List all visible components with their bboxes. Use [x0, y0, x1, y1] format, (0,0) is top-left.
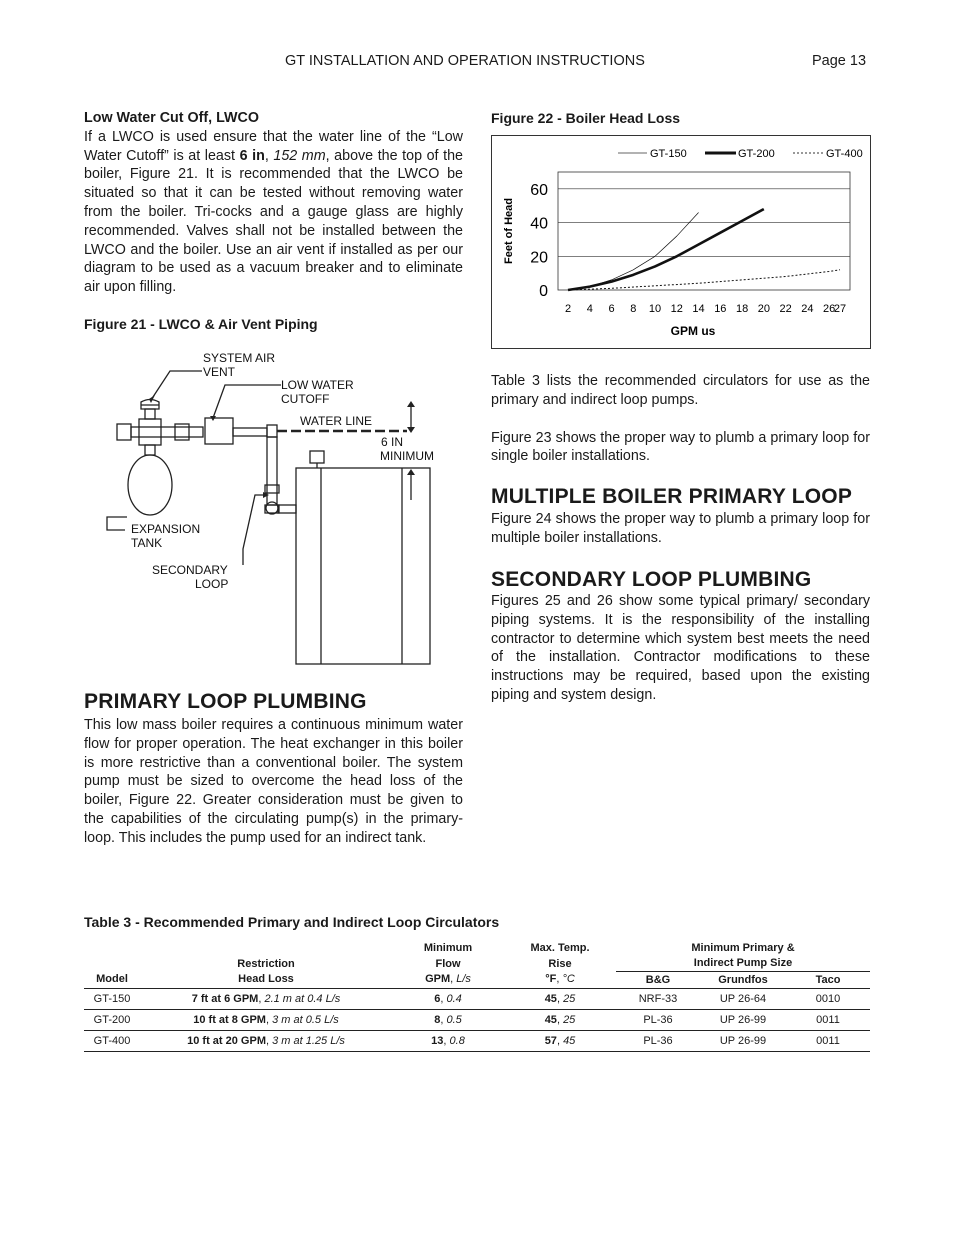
chart-svg	[492, 136, 870, 348]
table3	[84, 940, 870, 1052]
series-line-gt-200	[568, 209, 764, 290]
lwco-box	[205, 418, 233, 444]
fig21-caption: Figure 21 - LWCO & Air Vent Piping	[84, 316, 318, 332]
y-tick-label: 40	[530, 215, 548, 233]
lwco-pointer	[213, 385, 281, 418]
x-tick-label: 12	[670, 303, 683, 315]
x-tick-label: 22	[779, 303, 792, 315]
y-tick-label: 0	[539, 283, 548, 300]
x-tick-label: 24	[801, 303, 814, 315]
right-column	[491, 372, 870, 466]
lwco-paragraph	[84, 128, 463, 297]
th-maxtemp-1: Max. Temp.	[530, 942, 590, 954]
x-tick-label: 16	[714, 303, 727, 315]
th-bg: B&G	[645, 973, 671, 986]
table3-intro: Table 3 lists the recommended circulators for use as the primary and indirect loop pumps.	[491, 373, 870, 408]
legend-gt400: GT-400	[826, 148, 863, 160]
lwco-text-a: If a LWCO is used ensure that the water line of the “Low Water Cutoff” is at least	[84, 128, 463, 164]
label-expansion: EXPANSION	[131, 522, 201, 536]
page-header-title: GT INSTALLATION AND OPERATION INSTRUCTIONS	[285, 53, 645, 69]
table3-caption: Table 3 - Recommended Primary and Indirect Loop Circulators	[84, 914, 500, 930]
cell-grundfos: UP 26-99	[719, 1034, 767, 1047]
th-minflow-3: GPM, L/s	[425, 973, 471, 986]
secondary-pointer	[243, 495, 263, 565]
cell-min-flow: 6, 0.4	[434, 992, 462, 1005]
x-tick-label: 6	[608, 303, 615, 315]
lwco-text-6in: 6 in	[239, 147, 265, 164]
expansion-tank-icon	[128, 455, 172, 515]
x-tick-label: 2	[564, 303, 572, 315]
plot-area	[558, 172, 850, 290]
tee-fitting	[139, 419, 161, 445]
cell-min-flow: 8, 0.5	[434, 1013, 462, 1026]
x-tick-label: 26	[822, 303, 836, 315]
primary-loop-text: This low mass boiler requires a continuous minimum water flow for proper operation. The heat exchanger in this boiler is more restrictive than a conventional boiler. The system pump must be sized to overcome the head loss of the boiler, Figure 22. Greater consideration must be given to the capabilities of the circulating pump(s) in the primary-loop. This includes the pump used for an indirect tank.	[84, 717, 463, 846]
vent-stem	[145, 409, 155, 419]
cell-head-loss: 7 ft at 6 GPM, 2.1 m at 0.4 L/s	[191, 992, 341, 1005]
cell-max-temp: 45, 25	[544, 1013, 576, 1026]
lwco-section	[84, 109, 463, 297]
secondary-loop-text: Figures 25 and 26 show some typical primary/ secondary piping systems. It is the responsibility of the installing contractor to determine which system best meets the need of the installation. Contractor modifications to these instructions may be required, based upon the existing piping and system design.	[491, 593, 870, 703]
fig22-caption: Figure 22 - Boiler Head Loss	[491, 110, 681, 126]
th-maxtemp-2: Rise	[548, 957, 572, 970]
label-6in: 6 IN	[381, 435, 404, 449]
lwco-text-c: ,	[264, 147, 274, 164]
y-axis-label: Feet of Head	[503, 197, 515, 265]
th-taco: Taco	[815, 973, 841, 986]
label-lwco-1: LOW WATER	[281, 378, 354, 392]
label-loop: LOOP	[195, 577, 229, 591]
secondary-loop-heading: SECONDARY LOOP PLUMBING	[491, 568, 812, 591]
label-secondary: SECONDARY	[152, 563, 228, 577]
cell-head-loss: 10 ft at 8 GPM, 3 m at 0.5 L/s	[193, 1013, 339, 1026]
pipe-left	[131, 427, 203, 437]
th-minflow-1: Minimum	[423, 942, 473, 954]
th-pump-2: Indirect Pump Size	[616, 956, 870, 971]
cell-max-temp: 45, 25	[544, 992, 576, 1005]
label-water-line: WATER LINE	[300, 414, 373, 428]
cell-taco: 0011	[816, 1013, 840, 1026]
y-tick-label: 20	[530, 249, 548, 267]
lwco-text-152mm: 152 mm	[273, 147, 326, 164]
x-tick-label: 14	[692, 303, 705, 315]
th-pump-1: Minimum Primary &	[691, 942, 795, 954]
lwco-text-e: , above the top of the boiler, Figure 21. It is recommended that the LWCO be situated so that it can be tested without removing water from the boiler. Tri-cocks and a gauge glass are highly recommended. Valves shall not be installed between the LWCO and the boiler. Use an air vent if installed as per our diagram to be used as a vacuum breaker and to eliminate air upon filling.	[84, 147, 463, 296]
label-system-air-vent-1: SYSTEM AIR	[203, 351, 276, 365]
cell-bg: PL-36	[643, 1034, 673, 1047]
cell-model: GT-200	[93, 1013, 131, 1026]
legend-gt150: GT-150	[650, 148, 687, 160]
label-lwco-2: CUTOFF	[281, 392, 330, 406]
x-tick-label: 27	[833, 303, 847, 315]
cell-max-temp: 57, 45	[544, 1034, 576, 1047]
th-restriction-1: Restriction	[237, 957, 295, 970]
cell-grundfos: UP 26-99	[719, 1013, 767, 1026]
vent-pointer	[151, 371, 202, 400]
table-row	[84, 1030, 870, 1051]
th-maxtemp-3: °F, °C	[545, 973, 575, 986]
th-model: Model	[96, 973, 128, 986]
legend-gt200: GT-200	[738, 148, 775, 160]
boiler-valve-icon	[310, 451, 324, 463]
tank-pointer	[107, 517, 127, 530]
th-minflow-2: Flow	[435, 957, 461, 970]
th-grundfos: Grundfos	[718, 973, 768, 986]
lwco-heading: Low Water Cut Off, LWCO	[84, 110, 259, 126]
pipe-fitting-left	[117, 424, 131, 440]
th-restriction-2: Head Loss	[238, 973, 294, 986]
multiple-boiler-heading: MULTIPLE BOILER PRIMARY LOOP	[491, 485, 853, 508]
x-tick-label: 8	[630, 303, 637, 315]
x-tick-label: 10	[648, 303, 662, 315]
cell-bg: NRF-33	[638, 992, 678, 1005]
head-loss-chart	[491, 135, 871, 349]
secondary-loop-fitting-icon	[266, 502, 278, 514]
series-line-gt-400	[568, 270, 840, 290]
label-tank: TANK	[131, 536, 163, 550]
label-minimum: MINIMUM	[380, 449, 434, 463]
cell-bg: PL-36	[643, 1013, 673, 1026]
y-tick-label: 60	[530, 181, 548, 199]
label-system-air-vent-2: VENT	[203, 365, 236, 379]
cell-model: GT-150	[93, 992, 131, 1005]
fig23-intro: Figure 23 shows the proper way to plumb a primary loop for single boiler installations.	[491, 429, 870, 465]
cell-grundfos: UP 26-64	[719, 992, 767, 1005]
cell-taco: 0010	[815, 992, 841, 1005]
lwco-diagram	[95, 345, 440, 670]
page-number: Page 13	[812, 53, 867, 69]
series-line-gt-150	[568, 212, 699, 290]
multiple-boiler-text: Figure 24 shows the proper way to plumb a primary loop for multiple boiler installations.	[491, 511, 870, 546]
cell-head-loss: 10 ft at 20 GPM, 3 m at 1.25 L/s	[187, 1034, 345, 1047]
x-tick-label: 20	[757, 303, 770, 315]
boiler-icon	[296, 468, 430, 664]
primary-loop-heading: PRIMARY LOOP PLUMBING	[84, 690, 367, 713]
x-tick-label: 18	[735, 303, 749, 315]
table-row	[84, 988, 870, 1009]
table-row	[84, 1009, 870, 1030]
cell-model: GT-400	[93, 1034, 131, 1047]
cell-taco: 0011	[816, 1034, 840, 1047]
x-tick-label: 4	[586, 303, 593, 315]
x-axis-label: GPM us	[670, 324, 716, 338]
cell-min-flow: 13, 0.8	[431, 1034, 465, 1047]
